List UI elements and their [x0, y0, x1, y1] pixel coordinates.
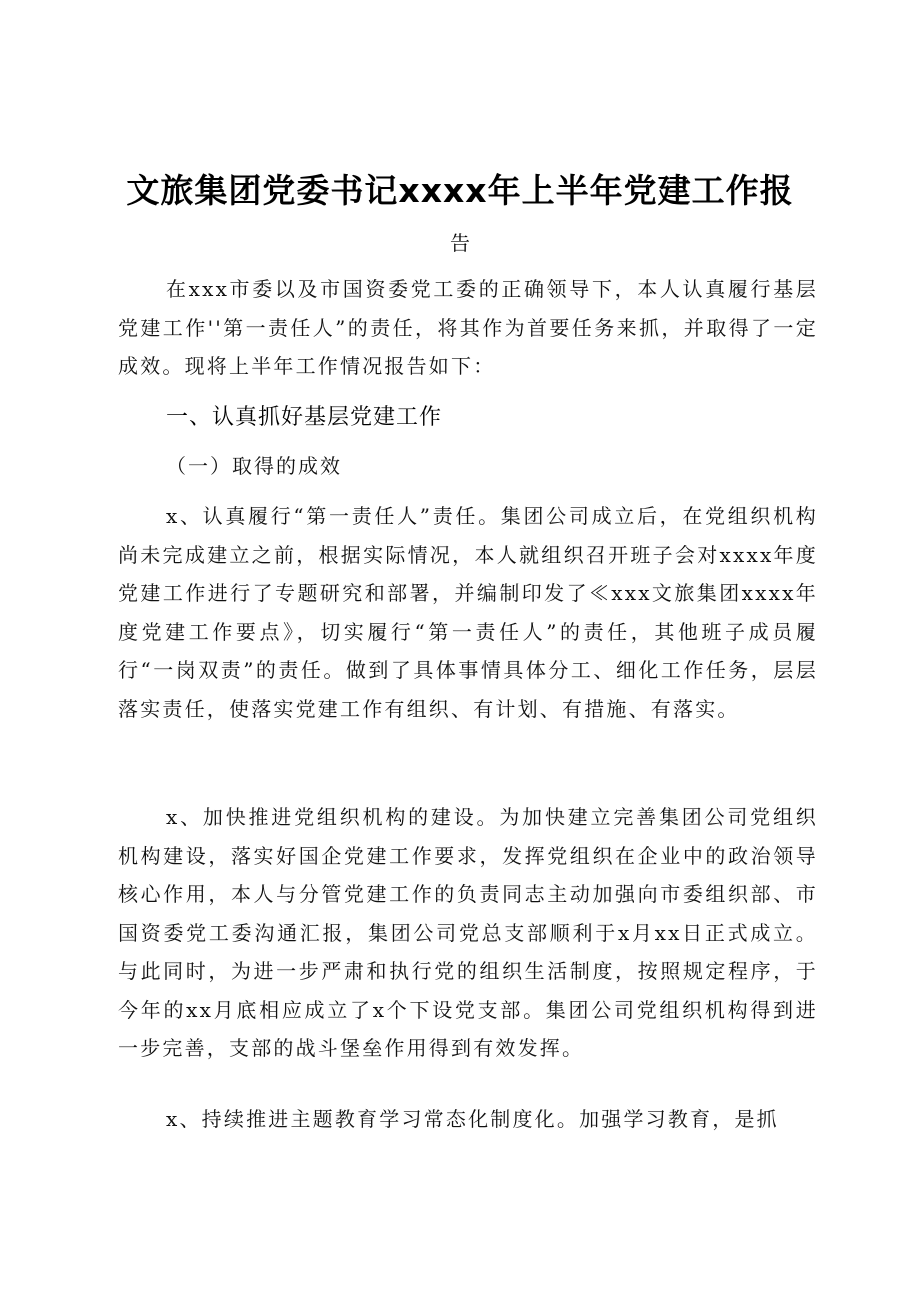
paragraph-item-1: x、认真履行“第一责任人”责任。集团公司成立后，在党组织机构尚未完成建立之前，根据实际情况，本人就组织召开班子会对xxxx年度党建工作进行了专题研究和部署，并编制印发了≪xxx文旅集团xxxx年度党建工作要点》，切实履行“第一责任人”的责任，其他班子成员履行“一岗双责”的责任。做到了具体事情具体分工、细化工作任务，层层落实责任，使落实党建工作有组织、有计划、有措施、有落实。 — [118, 504, 818, 721]
section-heading: 一、认真抓好基层党建工作 — [166, 405, 443, 430]
intro-paragraph: 在xxx市委以及市国资委党工委的正确领导下，本人认真履行基层党建工作''第一责任人”的责任，将其作为首要任务来抓，并取得了一定成效。现将上半年工作情况报告如下： — [118, 277, 818, 378]
document-title-continuation: 告 — [450, 231, 470, 255]
document-title: 文旅集团党委书记xxxx年上半年党建工作报 — [126, 171, 794, 210]
paragraph-item-2: x、加快推进党组织机构的建设。为加快建立完善集团公司党组织机构建设，落实好国企党建工作要求，发挥党组织在企业中的政治领导核心作用，本人与分管党建工作的负责同志主动加强向市委组织部、市国资委党工委沟通汇报，集团公司党总支部顺利于x月xx日正式成立。与此同时，为进一步严肃和执行党的组织生活制度，按照规定程序，于今年的xx月底相应成立了x个下设党支部。集团公司党组织机构得到进一步完善，支部的战斗堡垒作用得到有效发挥。 — [118, 805, 818, 1060]
subsection-heading: （一）取得的成效 — [166, 454, 342, 478]
paragraph-item-3: x、持续推进主题教育学习常态化制度化。加强学习教育，是抓 — [166, 1107, 779, 1131]
